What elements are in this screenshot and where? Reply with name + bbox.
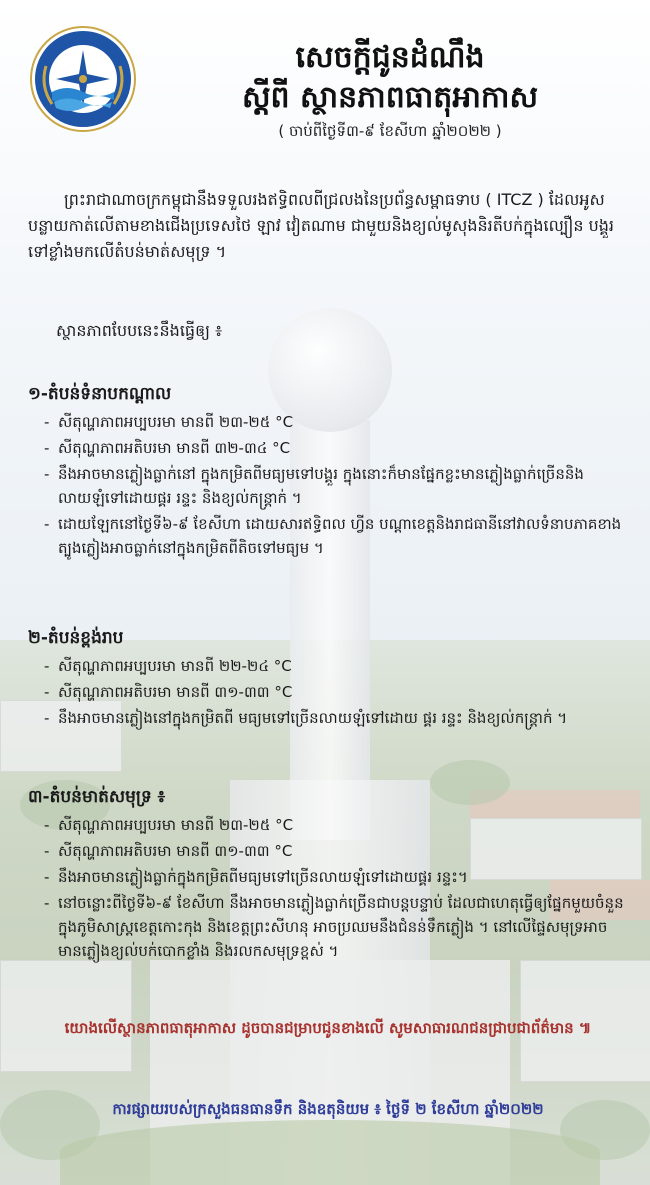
- page-title: សេចក្តីជូនដំណឹង: [295, 40, 485, 75]
- bullet-list: [28, 410, 628, 560]
- page-subtitle-heading: ស្តីពី ស្ថានភាពធាតុអាកាស: [241, 80, 539, 115]
- list-item: - សីតុណ្ហភាពអប្បបរមា មានពី ២៣-២៥ °C: [44, 813, 628, 837]
- list-item: - សីតុណ្ហភាពអតិបរមា មានពី ៣១-៣៣ °C: [44, 680, 628, 704]
- list-item: - នឹងអាចមានភ្លៀងធ្លាក់ក្នុងកម្រិតពីមធ្យមទៅច្រើនលាយឡំទៅដោយផ្គរ រន្ទះ។: [44, 865, 628, 889]
- section-central-lowland: [28, 382, 628, 562]
- intro-paragraph: ព្រះរាជាណាចក្រកម្ពុជានឹងទទួលរងឥទ្ធិពលពីជ្រលងនៃប្រព័ន្ធសម្ពាធទាប ( ITCZ ) ដែលអូសបន្លាយកាត់លើតាមខាងជើងប្រទេសថៃ ឡាវ វៀតណាម ជាមួយនិងខ្យល់មូសុងនិរតីបក់ក្នុងល្បឿន បង្គួរទៅខ្លាំងមកលើតំបន់មាត់សមុទ្រ ។: [28, 190, 614, 261]
- section-coastal: [28, 785, 628, 965]
- bullet-list: [28, 813, 628, 963]
- bullet-list: [28, 654, 628, 730]
- list-item: - នឹងអាចមានភ្លៀងនៅក្នុងកម្រិតពី មធ្យមទៅច្រើនលាយឡំទៅដោយ ផ្គរ រន្ទះ និងខ្យល់កន្ត្រាក់ ។: [44, 706, 628, 730]
- list-item: - នឹងអាចមានភ្លៀងធ្លាក់នៅ ក្នុងកម្រិតពីមធ្យមទៅបង្គួរ ក្នុងនោះក៏មានផ្នែកខ្លះមានភ្លៀងធ្លាក់ច្រើននិងលាយឡំទៅដោយផ្គរ រន្ទះ និងខ្យល់កន្ត្រាក់ ។: [44, 462, 628, 510]
- public-notice: យោងលើស្ថានភាពធាតុអាកាស ដូចបានជម្រាបជូនខាងលើ សូមសាធារណជនជ្រាបជាព័ត៌មាន ៕: [64, 1019, 592, 1037]
- publisher-footer: ការផ្សាយរបស់ក្រសួងធនធានទឹក និងឧតុនិយម ៖ ថ្ងៃទី ២ ខែសីហា ឆ្នាំ២០២២: [112, 1100, 544, 1118]
- section-title: ៣-តំបន់មាត់សមុទ្រ ៖: [28, 787, 166, 807]
- lead-sentence: ស្ថានភាពបែបនេះនឹងធ្វើឲ្យ ៖: [56, 321, 223, 340]
- list-item: - សីតុណ្ហភាពអប្បបរមា មានពី ២៣-២៥ °C: [44, 410, 628, 434]
- list-item: - ដោយឡែកនៅថ្ងៃទី៦-៩ ខែសីហា ដោយសារឥទ្ធិពល ហ្វីន បណ្តាខេត្តនិងរាជធានីនៅវាលទំនាបភាគខាងត្បូងភ្លៀងអាចធ្លាក់នៅក្នុងកម្រិតពីតិចទៅមធ្យម ។: [44, 512, 628, 560]
- ministry-logo-icon: [30, 26, 136, 132]
- list-item: - សីតុណ្ហភាពអតិបរមា មានពី ៣១-៣៣ °C: [44, 839, 628, 863]
- section-title: ១-តំបន់ទំនាបកណ្តាល: [28, 384, 172, 404]
- date-range: ( ចាប់ពីថ្ងៃទី៣-៩ ខែសីហា ឆ្នាំ២០២២ ): [278, 122, 502, 140]
- list-item: - សីតុណ្ហភាពអតិបរមា មានពី ៣២-៣៤ °C: [44, 436, 628, 460]
- section-title: ២-តំបន់ខ្ពង់រាប: [28, 628, 124, 648]
- list-item: - សីតុណ្ហភាពអប្បបរមា មានពី ២២-២៤ °C: [44, 654, 628, 678]
- section-plateau: [28, 626, 628, 732]
- list-item: - នៅចន្លោះពីថ្ងៃទី៦-៩ ខែសីហា នឹងអាចមានភ្លៀងធ្លាក់ច្រើនជាបន្តបន្ទាប់ ដែលជាហេតុធ្វើឲ្យផ្នែកមួយចំនួនក្នុងភូមិសាស្ត្រខេត្តកោះកុង និងខេត្តព្រះសីហនុ អាចប្រឈមនឹងជំនន់ទឹកភ្លៀង ។ នៅលើផ្ទៃសមុទ្រអាចមានភ្លៀងខ្យល់បក់បោកខ្លាំង និងរលកសមុទ្រខ្ពស់ ។: [44, 891, 628, 963]
